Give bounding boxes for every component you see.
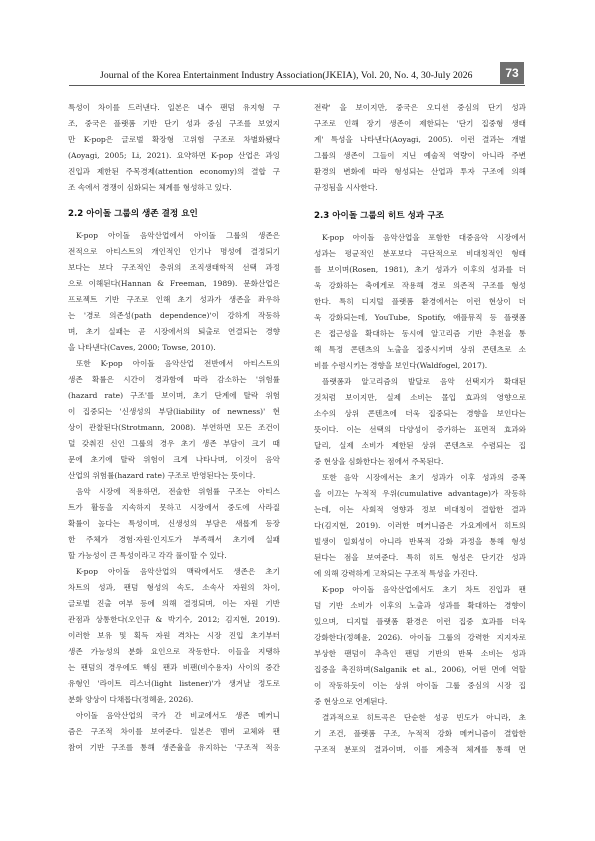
text-line: 할 가능성이 큰 특성이라고 각각 풀이할 수 있다.: [68, 551, 227, 560]
text-line: 기 조건, 플랫폼 구조, 누적적 강화 메커니즘이 결합한: [314, 729, 526, 738]
text-line: 생존 가능성의 분화 요인으로 작동한다. 이들을 지탱하: [68, 647, 280, 656]
text-line: 분화 양상이 다채롭다(정혜윤, 2026).: [68, 695, 194, 704]
section-heading: 2.2 아이돌 그룹의 생존 결정 요인: [68, 209, 198, 219]
text-line: 된다는 점을 보여준다. 특히 히트 형성은 단기간 성과: [314, 553, 526, 562]
text-line: 빌생이 일회성이 아니라 반복적 강화 과정을 통해 형성: [314, 537, 526, 546]
text-line: 덤 기반 소비가 이후의 노출과 성과를 확대하는 경향이: [314, 601, 526, 610]
text-line: 소수의 상위 콘텐츠에 더욱 집중되는 경향을 보인다는: [314, 409, 526, 418]
text-line: 는 팬덤의 경우에도 핵심 팬과 비팬(비수용자) 사이의 중간: [68, 663, 280, 672]
running-header: [0, 57, 595, 83]
text-line: 트가 활동을 지속하지 못하고 시장에서 중도에 사라질: [68, 503, 280, 512]
text-line: 강화한다(정혜윤, 2026). 아이돌 그룹의 강력한 지지자로: [314, 633, 526, 642]
text-line: 부상한 팬덤이 추측인 팬덤 기반의 반복 소비는 성과: [314, 649, 526, 658]
text-line: 프로젝트 기반 구조로 인해 초기 성과가 생존을 좌우하: [68, 295, 280, 304]
section-heading: 2.3 아이돌 그룹의 히트 성과 구조: [314, 211, 444, 221]
left-column: [68, 100, 280, 756]
text-line: 전략' 을 보이지만, 중국은 오디션 중심의 단기 성과: [314, 103, 526, 112]
text-line: 구조로 인해 장기 생존이 제한되는 '단기 집중형 생태: [314, 119, 526, 128]
text-line: 다(김지현, 2019). 이러한 메커니즘은 가요계에서 히트의: [314, 521, 526, 530]
text-line: K-pop 아이돌 음악산업을 포함한 대중음악 시장에서: [322, 233, 526, 242]
text-line: 보다는 보다 구조적인 층위의 조직생태학적 선택 과정: [68, 263, 280, 272]
text-line: K-pop 아이돌 음악산업의 맥락에서도 생존은 초기: [76, 567, 280, 576]
text-line: 해 특정 콘텐츠의 노출을 집중시키며 상위 콘텐츠로 소: [314, 345, 526, 354]
text-line: 확률이 높다는 특성이며, 신생성의 부담은 새롭게 등장: [68, 519, 280, 528]
text-line: 중 현상으로 연계된다.: [314, 697, 388, 706]
text-line: 에 의해 강력하게 고착되는 구조적 특성을 가진다.: [314, 569, 478, 578]
text-line: K-pop 아이돌 음악산업에서 아이돌 그룹의 생존은: [76, 231, 280, 240]
text-line: 한 주체가 경험·자원·인지도가 부족해서 초기에 실패: [68, 535, 280, 544]
text-line: 관점과 상통한다(오인규 & 박기수, 2012; 김지현, 2019).: [68, 615, 280, 624]
text-line: 것처럼 보이지만, 실제 소비는 몰입 효과의 영향으로: [314, 393, 526, 402]
text-line: (Aoyagi, 2005; Li, 2021). 요약하면 K-pop 산업은 과잉: [68, 151, 280, 160]
text-line: 결과적으로 히트곡은 단순한 성공 빈도가 아니라, 초: [322, 713, 526, 722]
text-line: 덜 갖춰진 신인 그룹의 경우 초기 생존 부담이 크기 때: [68, 439, 280, 448]
text-line: 뜻이다. 이는 선택의 다양성이 증가하는 표면적 효과와: [314, 425, 526, 434]
text-line: 계' 특성을 나타낸다(Aoyagi, 2005). 이런 결과는 개별: [314, 135, 526, 144]
text-line: 집중을 촉진하며(Salganik et al., 2006), 어떤 면에 역할: [314, 665, 526, 674]
text-line: K-pop 아이돌 음악산업에서도 초기 차트 진입과 팬: [322, 585, 526, 594]
text-line: 조 속에서 경쟁이 심화되는 체계를 형성하고 있다.: [68, 183, 232, 192]
text-line: 중 현상을 심화한다는 점에서 주목된다.: [314, 457, 444, 466]
page-number-badge: [500, 62, 524, 84]
text-line: 아이돌 음악산업의 국가 간 비교에서도 생존 메커니: [76, 711, 280, 720]
text-line: 조, 중국은 플랫폼 기반 단기 성과 중심 구조를 보였지: [68, 119, 280, 128]
text-line: 은 접근성을 확대하는 동시에 알고리즘 기반 추천을 통: [314, 329, 526, 338]
text-line: 생존 확률은 시간이 경과함에 따라 감소하는 '위험률: [68, 375, 280, 384]
text-line: 구조적 분포의 결과이며, 이를 계층적 체계를 통해 면: [314, 745, 526, 754]
text-line: 산업의 위험률(hazard rate) 구조로 반영된다는 뜻이다.: [68, 471, 256, 480]
text-line: 그룹의 생존이 그들이 지닌 예술적 역량이 아니라 주변: [314, 151, 526, 160]
text-line: 욱 강화되는데, YouTube, Spotify, 애플뮤직 등 플랫폼: [314, 313, 526, 322]
text-line: 만 K-pop은 글로벌 확장형 고위험 구조로 차별화됐다: [68, 135, 280, 144]
text-line: 전적으로 아티스트의 개인적인 인기나 명성에 결정되기: [68, 247, 280, 256]
text-line: 즘은 구조적 차이를 보여준다. 일본은 멤버 교체와 팬: [68, 727, 280, 736]
text-line: 음악 시장에 적용하면, 전술한 위험률 구조는 아티스: [76, 487, 280, 496]
text-line: 있으며, 디지털 플랫폼 환경은 이런 집중 효과를 더욱: [314, 617, 526, 626]
text-line: (hazard rate) 구조'를 보이며, 초기 단계에 탈락 위험: [68, 391, 280, 400]
text-line: 이 작동하듯이 이는 상위 아이돌 그룹 중심의 시장 집: [314, 681, 526, 690]
text-line: 또한 K-pop 아이돌 음악산업 전반에서 아티스트의: [76, 359, 280, 368]
text-line: 이러한 보유 및 획득 자원 격차는 시장 진입 초기부터: [68, 631, 280, 640]
text-line: 으로 이해된다(Hannan & Freeman, 1989). 문화산업은: [68, 279, 280, 288]
text-line: 한다. 특히 디지털 플랫폼 환경에서는 이런 현상이 더: [314, 297, 526, 306]
text-line: 달리, 실제 소비가 제한된 상위 콘텐츠로 수렴되는 집: [314, 441, 526, 450]
text-line: 이 집중되는 '신생성의 부담(liability of newness)' 현: [68, 407, 280, 416]
text-line: 을 나타낸다(Caves, 2000; Towse, 2010).: [68, 343, 216, 352]
page-number: 73: [505, 66, 519, 80]
text-line: 욱 강화하는 축에게로 작용해 경로 의존적 구조를 형성: [314, 281, 526, 290]
text-line: 며, 초기 실패는 곧 시장에서의 퇴출로 연결되는 경향: [68, 327, 280, 336]
text-line: 비를 수렴시키는 경향을 보인다(Waldfogel, 2017).: [314, 361, 488, 370]
journal-title: Journal of the Korea Entertainment Industry Association(JKEIA), Vol. 20, No. 4, 30-July 2026: [100, 70, 473, 81]
text-line: 를 보이며(Rosen, 1981), 초기 성과가 이후의 성과를 더: [314, 265, 526, 274]
text-line: 문에 초기에 탈락 위험이 크게 나타나며, 이것이 음악: [68, 455, 280, 464]
text-line: 차트의 성과, 팬덤 형성의 속도, 소속사 자원의 차이,: [68, 583, 280, 592]
text-line: 유형인 '라이트 리스너(light listener)'가 생겨날 정도로: [68, 679, 280, 688]
text-line: 글로벌 진출 여부 등에 의해 결정되며, 이는 자원 기반: [68, 599, 280, 608]
right-column: [314, 100, 526, 758]
text-line: 규정됨을 시사한다.: [314, 183, 378, 192]
text-line: 는데, 이는 사회적 영향과 정보 비대칭이 결합한 결과: [314, 505, 526, 514]
text-line: 플랫폼과 알고리즘의 발달로 음악 선택지가 확대된: [322, 377, 526, 386]
text-line: 을 이끄는 누적적 우위(cumulative advantage)가 작동하: [314, 489, 526, 498]
text-line: 는 '경로 의존성(path dependence)'이 강하게 작동하: [68, 311, 280, 320]
text-line: 성과는 평균적인 분포보다 극단적으로 비대칭적인 형태: [314, 249, 526, 258]
text-line: 또한 음악 시장에서는 초기 성과가 이후 성과의 증폭: [322, 473, 526, 482]
header-rule: [69, 85, 525, 86]
text-line: 환경의 변화에 따라 형성되는 산업과 투자 구조에 의해: [314, 167, 526, 176]
text-line: 참여 기반 구조를 통해 생존율을 유지하는 '구조적 적응: [68, 743, 280, 752]
text-line: 진입과 제한된 주목경제(attention economy)의 결합 구: [68, 167, 280, 176]
text-line: 특성이 차이를 드러낸다. 일본은 내수 팬덤 유지형 구: [68, 103, 280, 112]
text-line: 상이 관찰된다(Strotmann, 2008). 부연하면 모든 조건이: [68, 423, 280, 432]
